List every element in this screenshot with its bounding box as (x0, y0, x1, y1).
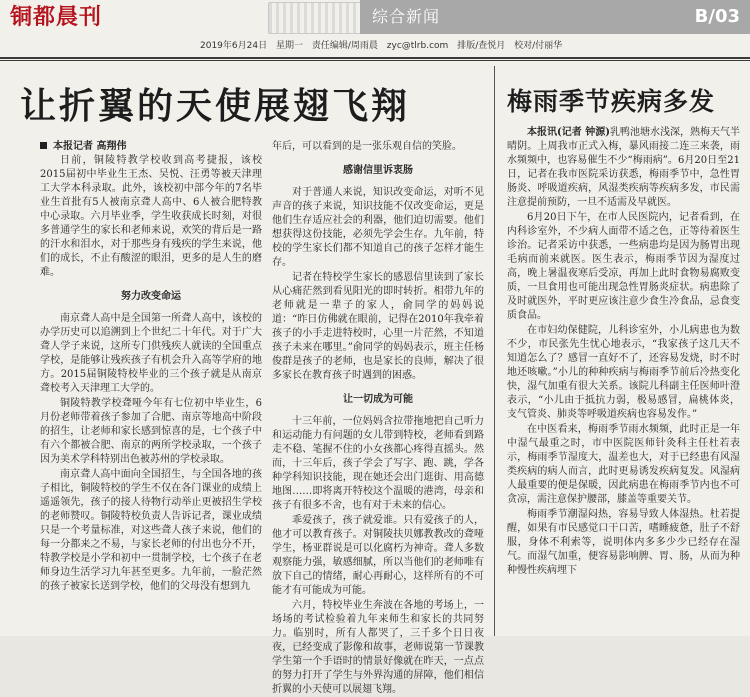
article-byline: 本报记者 高翔伟 (40, 140, 262, 154)
article-paragraph: 记者在特校学生家长的感恩信里读到了家长从心痛茫然到看见阳光的即时转折。相带九年的老师就是一辈子的家人，俞同学的妈妈说道：“昨日仿佛就在眼前，记得在2010年我牵着孩子的小手走进特校时，心里一片茫然，不知道孩子未来在哪里。”俞同学的妈妈表示，班主任杨俊群是孩子的老师，也是家长的良师，解决了很多家长在教育孩子时遇到的困惑。 (272, 272, 484, 381)
article-paragraph: 对于普通人来说，知识改变命运，对听不见声音的孩子来说，知识技能不仅改变命运，更是他们生存适应社会的利器，他们迫切需要。他们想获得这份技能，必须先学会生存。九年前，特校的学生家长们都不知道自己的孩子怎样才能生存。 (272, 187, 484, 268)
article-headline: 让折翼的天使展翅飞翔 (20, 85, 411, 127)
byline-square-icon (40, 142, 47, 149)
side-article-headline: 梅雨季节疾病多发 (507, 87, 716, 116)
column-divider (494, 66, 495, 636)
proof-credit: 校对/付丽华 (514, 41, 563, 51)
newspaper-logo: 铜都晨刊 (9, 4, 102, 30)
byline-label: 本报讯 (527, 127, 558, 138)
page-number: B/03 (694, 6, 740, 27)
masthead-ornament (268, 2, 362, 34)
header-rule (0, 57, 750, 59)
article-paragraph: 在中医看来，梅雨季节雨水频频，此时正是一年中湿气最重之时，市中医院医师针灸科主任杜若表示，梅雨季节湿度大，温差也大，对于已经患有风湿类疾病的病人而言，此时更易诱发疾病复发。风湿病人最重要的便是保暖，因此病患在梅雨季节内也不可贪凉，需注意保护腰部，膝盖等重要关节。 (507, 424, 740, 505)
article-paragraph: 年后，可以看到的是一张乐观自信的笑脸。 (272, 141, 462, 152)
intro-paragraphs (40, 154, 262, 280)
article-paragraph: 十三年前，一位妈妈含拉带拖地把自己听力和运动能力有问题的女儿带到特校，老师看到路走不稳、笔握不住的小女孩都心疼得直摇头。然而，十三年后，孩子学会了写字、跑、跳，学各种学科知识技能，现在她还会出门逛街、用高德地图……即将离开特校这个温暖的港湾，母亲和孩子有很多不舍，也有对于未来的信心。 (272, 416, 484, 511)
issue-weekday: 星期一 (275, 41, 303, 51)
article-paragraph: 六月，特校毕业生奔波在各地的考场上，一场场的考试检验着九年来师生和家长的共同努力。临别时，所有人都哭了，三千多个日日夜夜，已经变成了影像和故事，老师说第一节课教学生第一个手语时的情景好像就在昨天，一点点的努力打开了学生与外界沟通的屏障，他们相信折翼的小天使可以展翅飞翔。 (272, 600, 484, 695)
side-article-column (507, 126, 740, 636)
article-paragraph: 梅雨季节潮湿闷热，容易导致人体湿热。杜若提醒，如果有市民感觉口干口苦，嗜睡疲惫，肚子不舒服，身体不利索等，说明体内多多少少已经存在湿气。而湿气加重，便容易影响脾、胃、肠，从而为种种慢性疾病埋下 (507, 509, 740, 576)
article-paragraph: 6月20日下午，在市人民医院内，记者看到，在内科诊室外，不少病人面带不适之色，正等待着医生诊治。记者采访中获悉，一些病患均是因为肠胃出现毛病而前来就医。医生表示，梅雨季节因为湿度过高，晚上暑温夜寒后受凉，再加上此时食物易腐败变质，一旦食用也可能出现急性胃肠炎症状。病患除了及时就医外，平时更应该注意少食生冷食品，忌食变质食品。 (507, 212, 740, 321)
byline-reporter: (记者 钟源) (557, 127, 610, 138)
subhead: 努力改变命运 (121, 291, 181, 302)
header-rule-thin (0, 60, 750, 61)
masthead (0, 0, 750, 34)
article-paragraph (507, 126, 740, 210)
layout-credit: 排版/查悦月 (457, 41, 506, 51)
article-paragraph: 在市妇幼保健院，儿科诊室外，小儿病患也为数不少，市民张先生忧心地表示，“我家孩子这几天不知道怎么了？感冒一直好不了，还容易发烧，时不时地还咳嗽。”小儿的种种疾病与梅雨季节前后冷热变化快，湿气加重有很大关系。该院儿科副主任医师叶澄表示，“小儿由于抵抗力弱，极易感冒，扁桃体炎，支气管炎、肺炎等呼吸道疾病也容易发作。” (507, 325, 740, 420)
issue-date: 2019年6月24日 (200, 41, 268, 51)
editor-email: zyc@tlrb.com (386, 41, 449, 51)
subhead: 感谢信里诉衷肠 (343, 165, 413, 176)
article-paragraph: 铜陵特教学校聋哑今年有七位初中毕业生，6月份老师带着孩子参加了合肥、南京等地高中阶段的招生，让老师和家长感到惊喜的是，七个孩子中有六个都被合肥、南京的两所学校录取，一个孩子因为美术学科特别出色被苏州的学校录取。 (40, 398, 262, 465)
article-paragraph: 日前，铜陵特教学校收到高考捷报，该校2015届初中毕业生王杰、吴悦、汪勇等被天津理工大学本科录取。此外，该校初中部今年的7名毕业生首批有5人被南京聋人高中、6人被合肥特教中心录取。六月毕业季，学生收获成长时刻，对很多普通学生的家长和老师来说，欢笑的背后是一路的汗水和泪水，对于那些身有残疾的学生来说，他们的成长，不止有酸涩的眼泪，更多的是人生的磨难。 (40, 155, 262, 278)
article-paragraph: 南京聋人高中是全国第一所聋人高中，该校的办学历史可以追溯到上个世纪二十年代。对于广大聋人学子来说，这所专门供残疾人就读的全国重点学校，是能够让残疾孩子有机会升入高等学府的地方。2015届铜陵特校毕业的三个孩子就是从南京聋校考入天津理工大学的。 (40, 313, 262, 394)
article-paragraph: 南京聋人高中面向全国招生，与全国各地的孩子相比，铜陵特校的学生不仅在各门课业的成绩上遥遥领先，孩子的接人待物行动举止更被招生学校的老师赞叹。铜陵特校负责人告诉记者，课业成绩只是一个考量标准，对这些聋人孩子来说，他们的每一分都来之不易，与家长老师的付出也分不开，特教学校是小学和初中一贯制学校，七个孩子在老师身边生活学习九年甚至更多。九年前，一脸茫然的孩子被家长送到学校，他们的父母没有想到九 (40, 469, 262, 592)
article-paragraph: 乖爱孩子，孩子就爱谁。只有爱孩子的人，他才可以教育孩子。对铜陵扶贝娜教教改的聋哑学生，杨亚群说是可以化腐朽为神奇。聋人多数观察能力强，敏感细腻，所以当他们的老师唯有放下自己的情绪，耐心再耐心，这样所有的不可能才有可能成为可能。 (272, 515, 484, 596)
section-name: 综合新闻 (372, 7, 441, 26)
dateline (200, 38, 740, 54)
responsible-editor: 责任编辑/周雨晨 (311, 41, 378, 51)
paragraph-text: 乳鸭池塘水浅深，熟梅天气半晴阴。上周我市正式入梅，暴风雨接二连三来袭，雨水频频中，也容易催生不少“梅雨病”。6月20日至21日，记者在我市医院采访获悉，梅雨季节中，急性胃肠炎、呼吸道疾病，风湿类疾病等疾病多发，市民需注意提前预防，一旦不适需及早就医。 (507, 127, 741, 208)
article-column-2 (272, 140, 484, 695)
subhead: 让一切成为可能 (343, 394, 413, 405)
article-column-1 (40, 140, 262, 636)
